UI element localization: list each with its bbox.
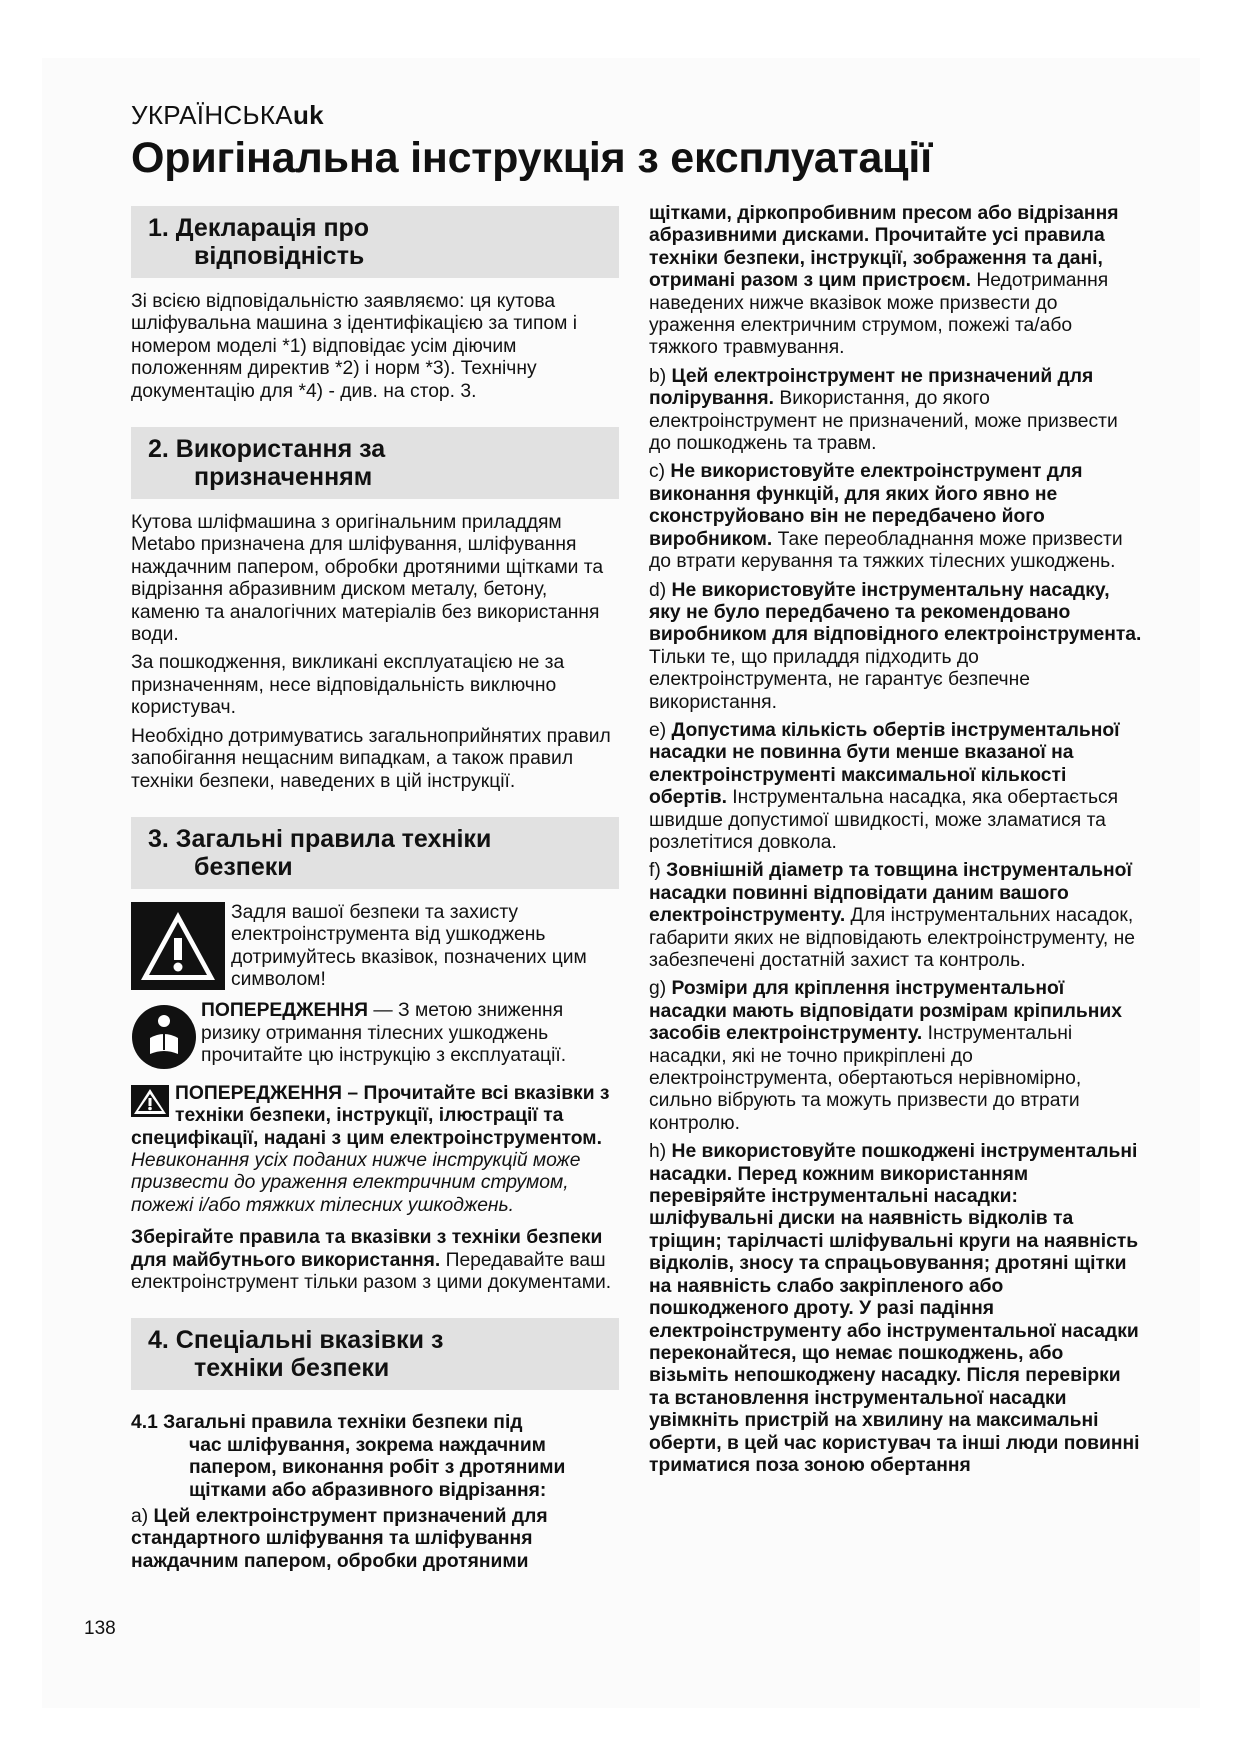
rule-f-bold: Зовнішній діаметр та товщина інструментальної насадки повинні відповідати даним вашого електроінструменту.	[649, 860, 1132, 927]
warning-label: ПОПЕРЕДЖЕННЯ	[201, 1000, 369, 1022]
rule-f-text: Для інструментальних насадок, габарити яких не відповідають електроінструменту, не забезпечені достатній захист та контроль.	[649, 905, 1135, 971]
section-1-text: Зі всією відповідальністю заявляємо: ця кутова шліфувальна машина з ідентифікацією за типом і номером моделі *1) відповідає усім діючим положенням директив *2) і норм *3). Технічну документацію для *4) - див. на стор. 3.	[131, 291, 578, 402]
language-name: УКРАЇНСЬКА	[131, 100, 293, 130]
rule-a-bold: Цей електроінструмент призначений для стандартного шліфування та шліфування наждачним папером, обробки дротяними	[131, 1506, 548, 1572]
rule-b	[649, 366, 1145, 456]
section-3-title: 3. Загальні правила техніки	[148, 824, 492, 853]
rule-c-text: Таке переобладнання може призвести до втрати керування та тяжких тілесних ушкоджень.	[649, 528, 1123, 573]
section-2-paragraph: За пошкодження, викликані експлуатацією не за призначенням, несе відповідальність виключно користувач.	[131, 652, 565, 719]
rule-b-text: Використання, до якого електроінструмент не призначений, може призвести до пошкоджень та травм.	[649, 388, 1118, 455]
read-all-warning-italic: Невиконання усіх поданих нижче інструкцій може призвести до ураження електричним струмом, пожежі і/або тяжких тілесних ушкоджень.	[131, 1149, 581, 1216]
rule-e-bold: Допустима кількість обертів інструментальної насадки не повинна бути менше вказаної на електроінструменті максимальної кількості обертів.	[649, 719, 1120, 809]
section-4-title-cont: техніки безпеки	[194, 1354, 390, 1383]
section-3-heading	[131, 817, 619, 889]
language-label	[131, 100, 324, 131]
rule-c-label: c)	[649, 461, 671, 483]
rule-b-label: b)	[649, 365, 672, 387]
rule-a-label: a)	[131, 1506, 154, 1527]
keep-instructions-bold: Зберігайте правила та вказівки з техніки безпеки для майбутнього використання.	[131, 1227, 603, 1271]
language-code: uk	[292, 100, 324, 130]
read-all-warning	[131, 1083, 619, 1217]
rule-e-label: e)	[649, 719, 672, 741]
rule-a-cont-bold: щітками, діркопробивним пресом або відрізання абразивними дисками. Прочитайте усі правила техніки безпеки, інструкції, зображення та дані, отримані разом з цим пристроєм.	[649, 203, 1119, 292]
rule-a-continued	[649, 203, 1145, 360]
section-2-heading	[131, 427, 619, 499]
subsection-4-1-heading	[131, 1412, 619, 1502]
rule-g-bold: Розміри для кріплення інструментальної насадки мають відповідати розмірам кріпильних засобів електроінструменту.	[649, 978, 1122, 1045]
rule-g-text: Інструментальні насадки, які не точно прикріплені до електроінструмента, обертаються нерівномірно, сильно вібрують та можуть призвести до втрати контролю.	[649, 1023, 1082, 1134]
rule-g	[649, 978, 1145, 1135]
section-1-title: 1. Декларація про	[148, 214, 370, 242]
left-column	[131, 206, 619, 1579]
read-manual-icon	[131, 1000, 197, 1076]
section-4-title: 4. Спеціальні вказівки з	[148, 1326, 444, 1355]
rule-h-label: h)	[649, 1141, 672, 1163]
safety-symbol-text: Задля вашої безпеки та захисту електроінструмента від ушкоджень дотримуйтесь вказівок, позначених цим символом!	[231, 901, 587, 991]
rule-d	[649, 580, 1145, 714]
section-3-title-cont: безпеки	[194, 852, 293, 881]
keep-instructions-note	[131, 1227, 619, 1294]
rule-f	[649, 860, 1145, 972]
section-2-title-cont: призначенням	[194, 463, 373, 492]
rule-b-bold: Цей електроінструмент не призначений для полірування.	[649, 365, 1094, 410]
keep-instructions-text: Передавайте ваш електроінструмент тільки разом з цими документами.	[131, 1249, 612, 1293]
page-number: 138	[84, 1618, 116, 1639]
subsection-4-1-title: 4.1 Загальні правила техніки безпеки під	[131, 1412, 523, 1434]
rule-h	[649, 1141, 1145, 1477]
rule-a	[131, 1506, 619, 1573]
read-all-warning-bold: ПОПЕРЕДЖЕННЯ – Прочитайте всі вказівки з техніки безпеки, інструкції, ілюстрації та специфікації, надані з цим електроінструментом.	[131, 1082, 610, 1149]
section-4-heading	[131, 1318, 619, 1390]
rule-e	[649, 720, 1145, 854]
subsection-4-1-title-cont: час шліфування, зокрема наждачним папером, виконання робіт з дротяними щітками або абразивного відрізання:	[189, 1434, 566, 1501]
warning-text: — З метою зниження ризику отримання тілесних ушкоджень прочитайте цю інструкцію з експлуатації.	[201, 1000, 567, 1067]
read-manual-warning	[131, 1000, 619, 1076]
rule-a-cont-text: Недотримання наведених нижче вказівок може призвести до ураження електричним струмом, пожежі та/або тяжкого травмування.	[649, 270, 1109, 359]
section-1-heading	[131, 206, 619, 278]
section-2-paragraph: Кутова шліфмашина з оригінальним приладдям Metabo призначена для шліфування, шліфування наждачним папером, обробки дротяними щітками та відрізання абразивним диском металу, бетону, каменю та аналогічних матеріалів без використання води.	[131, 512, 604, 646]
rule-h-bold: Не використовуйте пошкоджені інструментальні насадки. Перед кожним використанням перевіряйте інструментальні насадки: шліфувальні диски на наявність відколів та тріщин; тарілчасті шліфувальні круги на наявність відколів, зносу та спрацьовування; дротяні щітки на наявність слабо закріпленого або пошкодженого дроту. У разі падіння електроінструменту або інструментальної насадки переконайтеся, що немає пошкоджень, або візьміть непошкоджену насадку. Після перевірки та встановлення інструментальної насадки увімкніть пристрій на хвилину на максимальні оберти, в цей час користувач та інші люди повинні триматися поза зоною обертання	[649, 1141, 1140, 1476]
rule-g-label: g)	[649, 978, 672, 1000]
safety-symbol-note	[131, 902, 619, 996]
document-title: Оригінальна інструкція з експлуатації	[131, 134, 933, 182]
rule-c	[649, 461, 1145, 573]
right-column	[649, 203, 1145, 1483]
section-2-paragraph: Необхідно дотримуватись загальноприйнятих правил запобігання нещасним випадкам, а також правил техніки безпеки, наведених в цій інструкції.	[131, 725, 611, 792]
section-2-title: 2. Використання за	[148, 435, 386, 464]
rule-f-label: f)	[649, 860, 667, 882]
rule-c-bold: Не використовуйте електроінструмент для виконання функцій, для яких його явно не сконструйовано він не передбачено його виробником.	[649, 461, 1083, 550]
rule-d-bold: Не використовуйте інструментальну насадку, яку не було передбачено та рекомендовано виробником для відповідного електроінструмента.	[649, 579, 1142, 646]
rule-d-text: Тільки те, що приладдя підходить до електроінструмента, не гарантує безпечне використання.	[649, 646, 1030, 713]
rule-e-text: Інструментальна насадка, яка обертається швидше допустимої швидкості, може зламатися та розлетітися довкола.	[649, 787, 1119, 853]
rule-d-label: d)	[649, 579, 672, 601]
warning-triangle-icon	[131, 902, 225, 996]
section-1-title-cont: відповідність	[194, 242, 365, 270]
